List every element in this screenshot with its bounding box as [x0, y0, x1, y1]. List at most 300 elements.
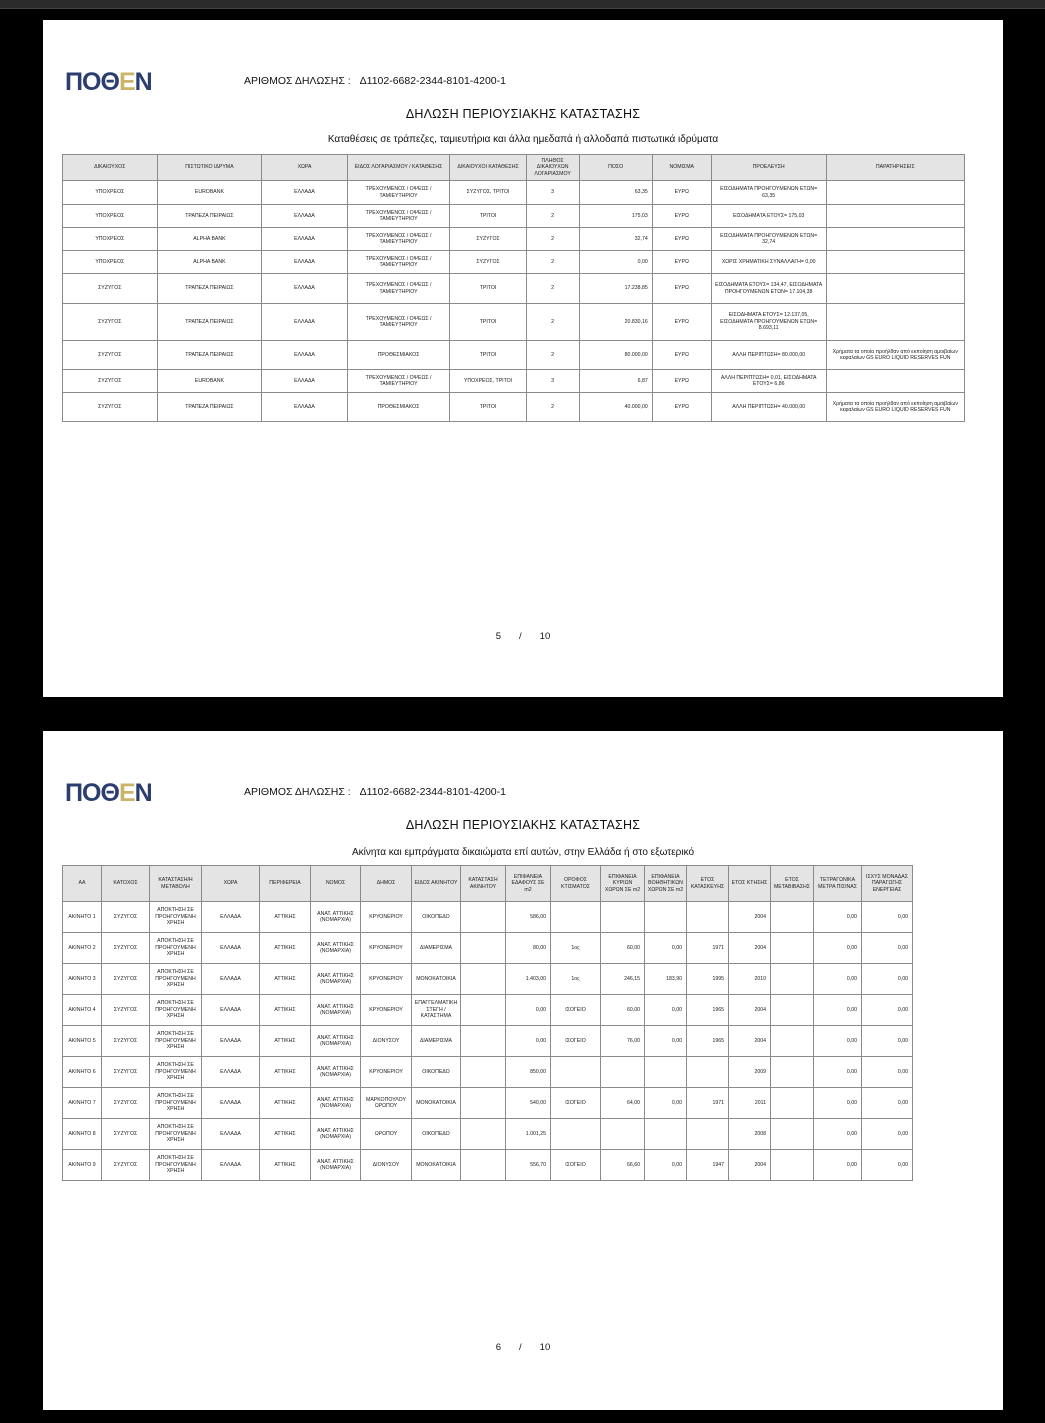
table-cell: 2011: [729, 1088, 771, 1119]
table-cell: ΕΛΛΑΔΑ: [262, 341, 347, 370]
table-row: [63, 1119, 913, 1150]
table-cell: 1971: [687, 1088, 729, 1119]
table-cell: ΑΚΙΝΗΤΟ 6: [63, 1057, 102, 1088]
document-page-6: [43, 731, 1003, 1410]
table-cell: ΑΝΑΤ. ΑΤΤΙΚΗΣ (ΝΟΜΑΡΧΙΑ): [311, 995, 361, 1026]
table-cell: [771, 964, 814, 995]
table-cell: 2010: [729, 964, 771, 995]
table-cell: 0,00: [814, 902, 862, 933]
table-cell: ΚΡΥΟΝΕΡΙΟΥ: [361, 1057, 412, 1088]
table-cell: [551, 902, 601, 933]
table-cell: 2009: [729, 1057, 771, 1088]
table-cell: ΥΠΟΧΡΕΟΣ: [63, 205, 158, 228]
table-cell: ΕΛΛΑΔΑ: [202, 1057, 260, 1088]
table-row: [63, 341, 965, 370]
table-cell: ΑΠΟΚΤΗΣΗ ΣΕ ΠΡΟΗΓΟΥΜΕΝΗ ΧΡΗΣΗ: [150, 902, 202, 933]
table-cell: ΕΛΛΑΔΑ: [262, 274, 347, 304]
table-cell: ΤΡΕΧΟΥΜΕΝΟΣ / ΟΨΕΩΣ / ΤΑΜΙΕΥΤΗΡΙΟΥ: [347, 274, 450, 304]
table-cell: 2004: [729, 1150, 771, 1181]
table-cell: ΣΥΖΥΓΟΣ: [63, 304, 158, 341]
table-cell: ΟΙΚΟΠΕΔΟ: [412, 902, 461, 933]
table-cell: 20.830,16: [579, 304, 652, 341]
table-cell: ΑΚΙΝΗΤΟ 5: [63, 1026, 102, 1057]
table-cell: ΑΛΛΗ ΠΕΡΙΠΤΩΣΗ= 40.000,00: [711, 393, 826, 422]
table-cell: [645, 902, 687, 933]
table-cell: ΤΡΙΤΟΙ: [450, 393, 526, 422]
table-cell: ΥΠΟΧΡΕΟΣ: [63, 181, 158, 205]
table-cell: 1.001,25: [506, 1119, 551, 1150]
table-cell: [771, 995, 814, 1026]
table-cell: 2004: [729, 1026, 771, 1057]
declaration-number-label: ΑΡΙΘΜΟΣ ΔΗΛΩΣΗΣ :: [244, 786, 351, 798]
table-cell: ΑΚΙΝΗΤΟ 8: [63, 1119, 102, 1150]
table-cell: ΑΝΑΤ. ΑΤΤΙΚΗΣ (ΝΟΜΑΡΧΙΑ): [311, 902, 361, 933]
table-cell: ΣΥΖΥΓΟΣ: [63, 341, 158, 370]
table-cell: [461, 1057, 506, 1088]
table-cell: ΑΤΤΙΚΗΣ: [260, 1119, 311, 1150]
table-cell: ΣΥΖΥΓΟΣ: [63, 370, 158, 393]
page-number: 5 / 10: [495, 631, 551, 642]
column-header: ΕΤΟΣ ΚΤΗΣΗΣ: [729, 866, 771, 902]
table-cell: ΑΛΛΗ ΠΕΡΙΠΤΩΣΗ= 0,01, ΕΙΣΟΔΗΜΑΤΑ ΕΤΟΥΣ= 6,86: [711, 370, 826, 393]
table-cell: 2004: [729, 902, 771, 933]
column-header: ΕΠΙΦΑΝΕΙΑ ΒΟΗΘΗΤΙΚΩΝ ΧΩΡΩΝ ΣΕ m2: [645, 866, 687, 902]
table-cell: Χρήματα τα οποία προήλθαν από εκποίηση αμοιβαίων κεφαλαίων GS EURO LIQUID RESERVES FUN: [826, 341, 964, 370]
table-cell: ΣΥΖΥΓΟΣ: [102, 1088, 150, 1119]
table-cell: ΑΝΑΤ. ΑΤΤΙΚΗΣ (ΝΟΜΑΡΧΙΑ): [311, 1088, 361, 1119]
table-cell: 63,35: [579, 181, 652, 205]
table-cell: ΚΡΥΟΝΕΡΙΟΥ: [361, 902, 412, 933]
table-cell: ΑΠΟΚΤΗΣΗ ΣΕ ΠΡΟΗΓΟΥΜΕΝΗ ΧΡΗΣΗ: [150, 964, 202, 995]
table-cell: ΧΩΡΙΣ ΧΡΗΜΑΤΙΚΗ ΣΥΝΑΛΛΑΓΗ= 0,00: [711, 251, 826, 274]
section-subtitle: Ακίνητα και εμπράγματα δικαιώματα επί αυτών, στην Ελλάδα ή στο εξωτερικό: [351, 847, 695, 858]
table-cell: ΕΙΣΟΔΗΜΑΤΑ ΕΤΟΥΣ= 134,47, ΕΙΣΟΔΗΜΑΤΑ ΠΡΟΗΓΟΥΜΕΝΩΝ ΕΤΩΝ= 17.104,38: [711, 274, 826, 304]
table-cell: ΑΝΑΤ. ΑΤΤΙΚΗΣ (ΝΟΜΑΡΧΙΑ): [311, 964, 361, 995]
table-cell: ΕΥΡΩ: [652, 181, 711, 205]
table-row: [63, 1026, 913, 1057]
table-cell: ΤΡΕΧΟΥΜΕΝΟΣ / ΟΨΕΩΣ / ΤΑΜΙΕΥΤΗΡΙΟΥ: [347, 304, 450, 341]
table-row: [63, 933, 913, 964]
column-header: ΑΑ: [63, 866, 102, 902]
table-cell: ΑΤΤΙΚΗΣ: [260, 1150, 311, 1181]
table-cell: 0,00: [862, 1026, 913, 1057]
table-cell: ΑΚΙΝΗΤΟ 3: [63, 964, 102, 995]
table-cell: 1971: [687, 933, 729, 964]
table-cell: ΣΥΖΥΓΟΣ: [450, 228, 526, 251]
table-cell: 0,00: [814, 933, 862, 964]
table-cell: ΤΡΙΤΟΙ: [450, 205, 526, 228]
table-cell: [645, 1057, 687, 1088]
table-cell: 2: [526, 251, 579, 274]
table-cell: 183,90: [645, 964, 687, 995]
table-cell: ΟΙΚΟΠΕΔΟ: [412, 1057, 461, 1088]
table-row: [63, 393, 965, 422]
table-cell: ΕΙΣΟΔΗΜΑΤΑ ΠΡΟΗΓΟΥΜΕΝΩΝ ΕΤΩΝ= 32,74: [711, 228, 826, 251]
table-cell: 0,00: [645, 1150, 687, 1181]
column-header: ΠΛΗΘΟΣ ΔΙΚΑΙΟΥΧΩΝ ΛΟΓΑΡΙΑΣΜΟΥ: [526, 155, 579, 181]
table-cell: 60,00: [601, 933, 645, 964]
table-cell: [687, 902, 729, 933]
table-cell: ΑΚΙΝΗΤΟ 4: [63, 995, 102, 1026]
table-cell: ΟΙΚΟΠΕΔΟ: [412, 1119, 461, 1150]
table-cell: ΣΥΖΥΓΟΣ: [63, 274, 158, 304]
column-header: ΧΩΡΑ: [262, 155, 347, 181]
table-cell: ΥΠΟΧΡΕΟΣ, ΤΡΙΤΟΙ: [450, 370, 526, 393]
table-cell: 2008: [729, 1119, 771, 1150]
table-cell: 66,60: [601, 1150, 645, 1181]
table-row: [63, 902, 913, 933]
table-cell: ΑΠΟΚΤΗΣΗ ΣΕ ΠΡΟΗΓΟΥΜΕΝΗ ΧΡΗΣΗ: [150, 1119, 202, 1150]
table-cell: ΕΛΛΑΔΑ: [202, 1088, 260, 1119]
table-cell: [826, 274, 964, 304]
document-title: ΔΗΛΩΣΗ ΠΕΡΙΟΥΣΙΑΚΗΣ ΚΑΤΑΣΤΑΣΗΣ: [405, 818, 641, 832]
table-cell: ΕΥΡΩ: [652, 304, 711, 341]
table-cell: ΣΥΖΥΓΟΣ: [102, 995, 150, 1026]
table-row: [63, 1057, 913, 1088]
table-cell: 850,00: [506, 1057, 551, 1088]
table-cell: [771, 1088, 814, 1119]
table-cell: ΑΠΟΚΤΗΣΗ ΣΕ ΠΡΟΗΓΟΥΜΕΝΗ ΧΡΗΣΗ: [150, 1057, 202, 1088]
table-cell: ΣΥΖΥΓΟΣ: [102, 1026, 150, 1057]
table-cell: ΤΡΕΧΟΥΜΕΝΟΣ / ΟΨΕΩΣ / ΤΑΜΙΕΥΤΗΡΙΟΥ: [347, 370, 450, 393]
table-cell: [461, 1026, 506, 1057]
table-cell: [826, 181, 964, 205]
table-cell: 0,00: [814, 1057, 862, 1088]
table-cell: [826, 251, 964, 274]
column-header: ΤΕΤΡΑΓΩΝΙΚΑ ΜΕΤΡΑ ΠΙΣΙΝΑΣ: [814, 866, 862, 902]
table-cell: [601, 1119, 645, 1150]
table-cell: EUROBANK: [157, 181, 262, 205]
table-cell: ΑΤΤΙΚΗΣ: [260, 933, 311, 964]
declaration-number: [244, 75, 506, 87]
table-cell: ΕΛΛΑΔΑ: [262, 205, 347, 228]
declaration-number: [244, 786, 506, 798]
table-row: [63, 228, 965, 251]
table-cell: 0,00: [814, 1150, 862, 1181]
table-cell: ΠΡΟΘΕΣΜΙΑΚΟΣ: [347, 393, 450, 422]
table-cell: ΣΥΖΥΓΟΣ, ΤΡΙΤΟΙ: [450, 181, 526, 205]
table-cell: 1ος: [551, 964, 601, 995]
table-cell: [461, 964, 506, 995]
table-cell: ΕΛΛΑΔΑ: [202, 964, 260, 995]
column-header: ΟΡΟΦΟΣ ΚΤΙΣΜΑΤΟΣ: [551, 866, 601, 902]
table-cell: 0,00: [814, 1119, 862, 1150]
column-header: ΕΠΙΦΑΝΕΙΑ ΕΔΑΦΟΥΣ ΣΕ m2: [506, 866, 551, 902]
table-cell: ΑΠΟΚΤΗΣΗ ΣΕ ΠΡΟΗΓΟΥΜΕΝΗ ΧΡΗΣΗ: [150, 1088, 202, 1119]
table-cell: ΕΙΣΟΔΗΜΑΤΑ ΕΤΟΥΣ= 175,03: [711, 205, 826, 228]
table-cell: 80,00: [506, 933, 551, 964]
column-header: ΚΑΤΑΣΤΑΣΗ ΑΚΙΝΗΤΟΥ: [461, 866, 506, 902]
table-cell: ΙΣΟΓΕΙΟ: [551, 1026, 601, 1057]
column-header: ΕΠΙΦΑΝΕΙΑ ΚΥΡΙΩΝ ΧΩΡΩΝ ΣΕ m2: [601, 866, 645, 902]
table-cell: ΑΠΟΚΤΗΣΗ ΣΕ ΠΡΟΗΓΟΥΜΕΝΗ ΧΡΗΣΗ: [150, 1150, 202, 1181]
table-cell: ΚΡΥΟΝΕΡΙΟΥ: [361, 933, 412, 964]
column-header: ΔΙΚΑΙΟΥΧΟΙ ΚΑΤΑΘΕΣΗΣ: [450, 155, 526, 181]
table-cell: 0,00: [862, 995, 913, 1026]
table-cell: ΕΙΣΟΔΗΜΑΤΑ ΕΤΟΥΣ= 12.137,05, ΕΙΣΟΔΗΜΑΤΑ ΠΡΟΗΓΟΥΜΕΝΩΝ ΕΤΩΝ= 8.693,11: [711, 304, 826, 341]
table-cell: 60,00: [601, 995, 645, 1026]
column-header: ΚΑΤΟΧΟΣ: [102, 866, 150, 902]
table-cell: [461, 1088, 506, 1119]
table-cell: ΑΤΤΙΚΗΣ: [260, 995, 311, 1026]
column-header: ΠΡΟΕΛΕΥΣΗ: [711, 155, 826, 181]
table-cell: ΕΥΡΩ: [652, 228, 711, 251]
table-cell: 175,03: [579, 205, 652, 228]
table-cell: ΕΥΡΩ: [652, 393, 711, 422]
table-cell: ΤΡΑΠΕΖΑ ΠΕΙΡΑΙΩΣ: [157, 304, 262, 341]
table-cell: ΤΡΑΠΕΖΑ ΠΕΙΡΑΙΩΣ: [157, 393, 262, 422]
document-page-5: [43, 20, 1003, 697]
table-cell: ΑΤΤΙΚΗΣ: [260, 1026, 311, 1057]
column-header: ΕΙΔΟΣ ΛΟΓΑΡΙΑΣΜΟΥ / ΚΑΤΑΘΕΣΗΣ: [347, 155, 450, 181]
table-cell: ΣΥΖΥΓΟΣ: [102, 1150, 150, 1181]
deposits-body: [63, 181, 965, 422]
table-cell: [687, 1057, 729, 1088]
table-cell: ΑΠΟΚΤΗΣΗ ΣΕ ΠΡΟΗΓΟΥΜΕΝΗ ΧΡΗΣΗ: [150, 995, 202, 1026]
table-cell: ΑΚΙΝΗΤΟ 1: [63, 902, 102, 933]
table-cell: ΙΣΟΓΕΙΟ: [551, 1088, 601, 1119]
table-cell: ΔΙΟΝΥΣΟΥ: [361, 1026, 412, 1057]
table-cell: 246,15: [601, 964, 645, 995]
real-estate-body: [63, 902, 913, 1181]
table-cell: ΑΝΑΤ. ΑΤΤΙΚΗΣ (ΝΟΜΑΡΧΙΑ): [311, 933, 361, 964]
page-number: 6 / 10: [495, 1342, 551, 1353]
table-cell: 3: [526, 370, 579, 393]
table-cell: 1ος: [551, 933, 601, 964]
table-cell: ΣΥΖΥΓΟΣ: [102, 1119, 150, 1150]
table-cell: ΕΛΛΑΔΑ: [262, 228, 347, 251]
table-row: [63, 964, 913, 995]
table-cell: 6,87: [579, 370, 652, 393]
table-cell: ΑΤΤΙΚΗΣ: [260, 964, 311, 995]
table-cell: ΚΡΥΟΝΕΡΙΟΥ: [361, 964, 412, 995]
table-cell: ΕΛΛΑΔΑ: [202, 995, 260, 1026]
table-cell: ΤΡΕΧΟΥΜΕΝΟΣ / ΟΨΕΩΣ / ΤΑΜΙΕΥΤΗΡΙΟΥ: [347, 228, 450, 251]
table-cell: 1947: [687, 1150, 729, 1181]
table-cell: [771, 1119, 814, 1150]
table-cell: ΕΛΛΑΔΑ: [262, 370, 347, 393]
table-cell: ΣΥΖΥΓΟΣ: [102, 964, 150, 995]
table-cell: ΕΛΛΑΔΑ: [262, 304, 347, 341]
table-cell: ΑΝΑΤ. ΑΤΤΙΚΗΣ (ΝΟΜΑΡΧΙΑ): [311, 1057, 361, 1088]
table-cell: Χρήματα τα οποία προήλθαν από εκποίηση αμοιβαίων κεφαλαίων GS EURO LIQUID RESERVES FUN: [826, 393, 964, 422]
table-cell: ΤΡΙΤΟΙ: [450, 341, 526, 370]
table-cell: 32,74: [579, 228, 652, 251]
table-cell: ΕΥΡΩ: [652, 205, 711, 228]
table-cell: 0,00: [862, 1150, 913, 1181]
column-header: ΠΟΣΟ: [579, 155, 652, 181]
table-cell: 40.000,00: [579, 393, 652, 422]
table-cell: 2: [526, 274, 579, 304]
column-header: ΝΟΜΙΣΜΑ: [652, 155, 711, 181]
table-cell: [601, 1057, 645, 1088]
table-cell: ΑΚΙΝΗΤΟ 9: [63, 1150, 102, 1181]
table-cell: ΕΛΛΑΔΑ: [202, 1150, 260, 1181]
table-cell: ΙΣΟΓΕΙΟ: [551, 1150, 601, 1181]
table-cell: ΑΛΛΗ ΠΕΡΙΠΤΩΣΗ= 80.000,00: [711, 341, 826, 370]
table-cell: ΤΡΙΤΟΙ: [450, 274, 526, 304]
table-cell: 0,00: [814, 1088, 862, 1119]
table-cell: ΑΠΟΚΤΗΣΗ ΣΕ ΠΡΟΗΓΟΥΜΕΝΗ ΧΡΗΣΗ: [150, 1026, 202, 1057]
pothen-logo: ΠΟΘΕΝ: [65, 779, 152, 807]
table-cell: ΕΙΣΟΔΗΜΑΤΑ ΠΡΟΗΓΟΥΜΕΝΩΝ ΕΤΩΝ= 63,35: [711, 181, 826, 205]
table-cell: ΕΠΑΓΓΕΛΜΑΤΙΚΗ ΣΤΕΓΗ / ΚΑΤΑΣΤΗΜΑ: [412, 995, 461, 1026]
table-cell: ΔΙΑΜΕΡΙΣΜΑ: [412, 1026, 461, 1057]
table-cell: ΤΡΙΤΟΙ: [450, 304, 526, 341]
table-row: [63, 181, 965, 205]
table-cell: ΑΝΑΤ. ΑΤΤΙΚΗΣ (ΝΟΜΑΡΧΙΑ): [311, 1150, 361, 1181]
table-cell: ΔΙΟΝΥΣΟΥ: [361, 1150, 412, 1181]
table-cell: [771, 1026, 814, 1057]
table-cell: 1965: [687, 1026, 729, 1057]
table-row: [63, 370, 965, 393]
table-cell: ΑΚΙΝΗΤΟ 2: [63, 933, 102, 964]
table-cell: 0,00: [579, 251, 652, 274]
table-cell: ΣΥΖΥΓΟΣ: [102, 902, 150, 933]
table-cell: ALPHA BANK: [157, 228, 262, 251]
table-cell: ΕΛΛΑΔΑ: [202, 902, 260, 933]
table-row: [63, 205, 965, 228]
column-header: ΧΩΡΑ: [202, 866, 260, 902]
table-cell: 80.000,00: [579, 341, 652, 370]
table-cell: 0,00: [862, 902, 913, 933]
table-cell: [461, 902, 506, 933]
table-cell: [551, 1057, 601, 1088]
declaration-number-value: Δ1102-6682-2344-8101-4200-1: [359, 786, 506, 798]
declaration-number-value: Δ1102-6682-2344-8101-4200-1: [359, 75, 506, 87]
column-header: ΔΙΚΑΙΟΥΧΟΣ: [63, 155, 158, 181]
table-cell: ΤΡΕΧΟΥΜΕΝΟΣ / ΟΨΕΩΣ / ΤΑΜΙΕΥΤΗΡΙΟΥ: [347, 251, 450, 274]
table-cell: ΥΠΟΧΡΕΟΣ: [63, 228, 158, 251]
column-header: ΕΤΟΣ ΜΕΤΑΒΙΒΑΣΗΣ: [771, 866, 814, 902]
table-cell: 0,00: [862, 1057, 913, 1088]
table-cell: [687, 1119, 729, 1150]
table-cell: ΕΥΡΩ: [652, 370, 711, 393]
deposits-header-row: [63, 155, 965, 181]
table-cell: ΕΛΛΑΔΑ: [262, 393, 347, 422]
table-cell: [461, 1119, 506, 1150]
table-cell: 0,00: [862, 1088, 913, 1119]
table-cell: ΑΠΟΚΤΗΣΗ ΣΕ ΠΡΟΗΓΟΥΜΕΝΗ ΧΡΗΣΗ: [150, 933, 202, 964]
table-cell: ΥΠΟΧΡΕΟΣ: [63, 251, 158, 274]
section-subtitle: Καταθέσεις σε τράπεζες, ταμιευτήρια και άλλα ημεδαπά ή αλλοδαπά πιστωτικά ιδρύματα: [327, 134, 719, 145]
table-cell: 76,00: [601, 1026, 645, 1057]
table-cell: ΣΥΖΥΓΟΣ: [102, 1057, 150, 1088]
table-cell: ΕΥΡΩ: [652, 274, 711, 304]
table-cell: 0,00: [814, 995, 862, 1026]
table-cell: [601, 902, 645, 933]
table-cell: 0,00: [645, 995, 687, 1026]
table-cell: 0,00: [645, 933, 687, 964]
table-cell: 0,00: [506, 1026, 551, 1057]
table-cell: 0,00: [506, 995, 551, 1026]
table-cell: ΜΑΡΚΟΠΟΥΛΟΥ ΩΡΩΠΟΥ: [361, 1088, 412, 1119]
table-cell: 2: [526, 341, 579, 370]
table-cell: ΤΡΑΠΕΖΑ ΠΕΙΡΑΙΩΣ: [157, 205, 262, 228]
table-cell: ΤΡΕΧΟΥΜΕΝΟΣ / ΟΨΕΩΣ / ΤΑΜΙΕΥΤΗΡΙΟΥ: [347, 205, 450, 228]
table-cell: ΕΛΛΑΔΑ: [262, 251, 347, 274]
column-header: ΝΟΜΟΣ: [311, 866, 361, 902]
column-header: ΠΑΡΑΤΗΡΗΣΕΙΣ: [826, 155, 964, 181]
real-estate-table: [62, 865, 913, 1181]
table-cell: [771, 902, 814, 933]
pothen-logo: ΠΟΘΕΝ: [65, 68, 152, 96]
column-header: ΕΙΔΟΣ ΑΚΙΝΗΤΟΥ: [412, 866, 461, 902]
table-cell: [771, 1150, 814, 1181]
table-cell: 0,00: [645, 1026, 687, 1057]
table-cell: 540,00: [506, 1088, 551, 1119]
table-cell: [826, 228, 964, 251]
table-cell: EUROBANK: [157, 370, 262, 393]
table-cell: ΑΤΤΙΚΗΣ: [260, 902, 311, 933]
table-cell: 1995: [687, 964, 729, 995]
table-cell: ΕΛΛΑΔΑ: [202, 1119, 260, 1150]
table-row: [63, 274, 965, 304]
table-row: [63, 1088, 913, 1119]
table-cell: ΑΤΤΙΚΗΣ: [260, 1057, 311, 1088]
table-cell: 2: [526, 205, 579, 228]
table-cell: 2004: [729, 933, 771, 964]
table-cell: 1965: [687, 995, 729, 1026]
table-cell: 556,70: [506, 1150, 551, 1181]
table-cell: ΜΟΝΟΚΑΤΟΙΚΙΑ: [412, 964, 461, 995]
column-header: ΚΑΤΑΣΤΑΣΗ/Η ΜΕΤΑΒΟΛΗ: [150, 866, 202, 902]
table-cell: [826, 370, 964, 393]
table-cell: 0,00: [645, 1088, 687, 1119]
table-row: [63, 1150, 913, 1181]
deposits-table: [62, 154, 965, 422]
table-cell: [771, 1057, 814, 1088]
table-cell: 3: [526, 181, 579, 205]
table-row: [63, 304, 965, 341]
table-cell: ΚΡΥΟΝΕΡΙΟΥ: [361, 995, 412, 1026]
document-title: ΔΗΛΩΣΗ ΠΕΡΙΟΥΣΙΑΚΗΣ ΚΑΤΑΣΤΑΣΗΣ: [405, 107, 641, 121]
table-cell: 1.403,00: [506, 964, 551, 995]
table-cell: ΑΚΙΝΗΤΟ 7: [63, 1088, 102, 1119]
table-cell: 0,00: [862, 1119, 913, 1150]
table-cell: ΤΡΑΠΕΖΑ ΠΕΙΡΑΙΩΣ: [157, 341, 262, 370]
column-header: ΠΙΣΤΩΤΙΚΟ ΙΔΡΥΜΑ: [157, 155, 262, 181]
table-cell: 2: [526, 228, 579, 251]
table-cell: 0,00: [862, 964, 913, 995]
real-estate-header-row: [63, 866, 913, 902]
table-cell: [461, 1150, 506, 1181]
table-cell: [461, 995, 506, 1026]
table-cell: ΕΛΛΑΔΑ: [202, 933, 260, 964]
table-cell: ΙΣΟΓΕΙΟ: [551, 995, 601, 1026]
table-cell: [826, 205, 964, 228]
table-cell: ΣΥΖΥΓΟΣ: [102, 933, 150, 964]
table-cell: ΕΥΡΩ: [652, 251, 711, 274]
table-cell: 2004: [729, 995, 771, 1026]
table-cell: ΠΡΟΘΕΣΜΙΑΚΟΣ: [347, 341, 450, 370]
table-cell: 586,00: [506, 902, 551, 933]
table-cell: ΕΥΡΩ: [652, 341, 711, 370]
table-cell: ΕΛΛΑΔΑ: [202, 1026, 260, 1057]
table-cell: 17.238,85: [579, 274, 652, 304]
table-cell: ΑΤΤΙΚΗΣ: [260, 1088, 311, 1119]
table-cell: ΔΙΑΜΕΡΙΣΜΑ: [412, 933, 461, 964]
table-cell: 0,00: [814, 964, 862, 995]
table-cell: ΤΡΑΠΕΖΑ ΠΕΙΡΑΙΩΣ: [157, 274, 262, 304]
table-cell: 64,00: [601, 1088, 645, 1119]
table-cell: ALPHA BANK: [157, 251, 262, 274]
column-header: ΙΣΧΥΣ ΜΟΝΑΔΑΣ ΠΑΡΑΓΩΓΗΣ ΕΝΕΡΓΕΙΑΣ: [862, 866, 913, 902]
column-header: ΔΗΜΟΣ: [361, 866, 412, 902]
viewer-top-bar: [0, 0, 1045, 9]
table-cell: ΣΥΖΥΓΟΣ: [450, 251, 526, 274]
table-cell: ΩΡΩΠΟΥ: [361, 1119, 412, 1150]
